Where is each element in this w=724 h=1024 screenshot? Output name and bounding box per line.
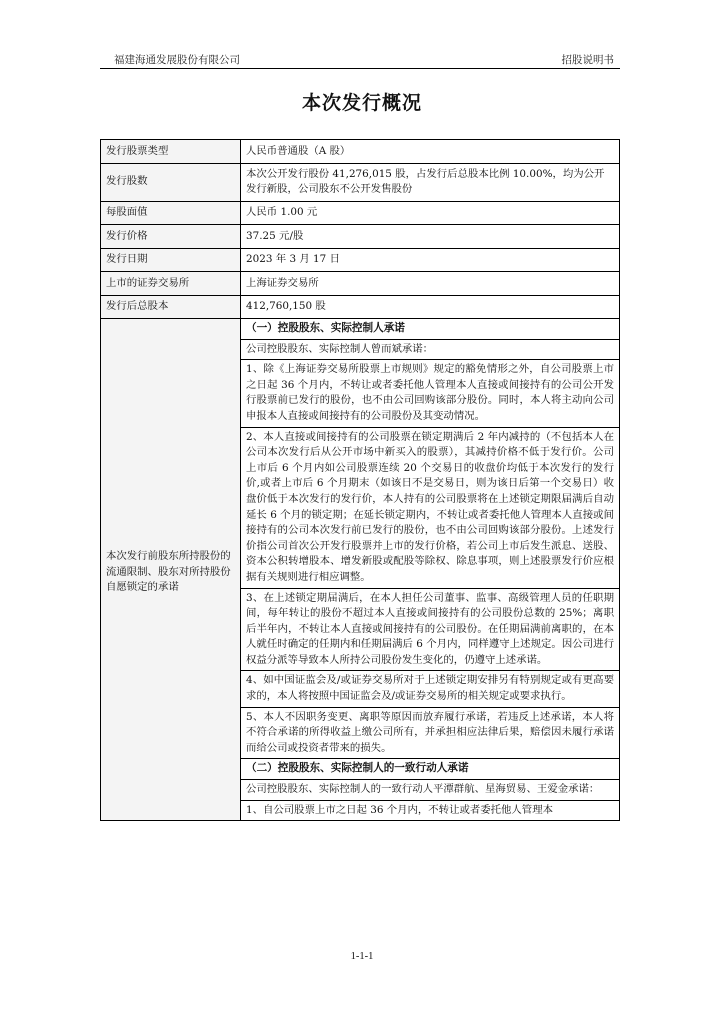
section-heading-concerted-parties: （二）控股股东、实际控制人的一致行动人承诺 xyxy=(241,758,619,779)
row-value-issue-price: 37.25 元/股 xyxy=(241,225,620,249)
commitment-paragraph: 3、在上述锁定期届满后，在本人担任公司董事、监事、高级管理人员的任职期间，每年转让的股份不超过本人直接或间接持有的公司股份总数的 25%；离职后半年内，不转让本人直接或间接持有的公司股份。在任期届满前离职的，在本人就任时确定的任期内和任期届满后 6 个月内，同样遵守上述规定。因公司进行权益分派等导致本人所持公司股份发生变化的，仍遵守上述承诺。 xyxy=(241,588,619,671)
commitment-paragraph: 2、本人直接或间接持有的公司股票在锁定期满后 2 年内减持的（不包括本人在公司本次发行后从公开市场中新买入的股票），其减持价格不低于发行价。公司上市后 6 个月内如公司股票连续 20 个交易日的收盘价均低于本次发行的发行价,或者上市后 6 个月期末（如该日不是交易日，则为该日后第一个交易日）收盘价低于本次发行的发行价，本人持有的公司股票将在上述锁定期限届满后自动延长 6 个月的锁定期；在延长锁定期内，不转让或者委托他人管理本人直接或间接持有的公司本次发行前已发行的股份，也不由公司回购该部分股份。上述发行价指公司首次公开发行股票并上市的发行价格，若公司上市后发生派息、送股、资本公积转增股本、增发新股或配股等除权、除息事项，则上述股票发行价应根据有关规则进行相应调整。 xyxy=(241,427,619,588)
page-number: 1-1-1 xyxy=(350,951,374,962)
row-value-issue-date: 2023 年 3 月 17 日 xyxy=(241,248,620,272)
row-value-stock-type: 人民币普通股（A 股） xyxy=(241,140,620,164)
commitment-paragraph: 公司控股股东、实际控制人的一致行动人平潭群航、星海贸易、王爱金承诺： xyxy=(241,779,619,800)
row-label-par-value: 每股面值 xyxy=(101,201,241,225)
row-label-lockup-commitment: 本次发行前股东所持股份的流通限制、股东对所持股份自愿锁定的承诺 xyxy=(101,319,241,821)
row-value-total-shares: 412,760,150 股 xyxy=(241,295,620,319)
table-row xyxy=(101,163,620,201)
row-value-par-value: 人民币 1.00 元 xyxy=(241,201,620,225)
document-type: 招股说明书 xyxy=(561,54,614,66)
commitment-paragraph: 1、除《上海证券交易所股票上市规则》规定的豁免情形之外，自公司股票上市之日起 36 个月内，不转让或者委托他人管理本人直接或间接持有的公司公开发行股票前已发行的股份，也不由公司回购该部分股份。同时，本人将主动向公司申报本人直接或间接持有的公司股份及其变动情况。 xyxy=(241,359,619,426)
offering-overview-table xyxy=(100,139,620,821)
commitment-paragraph: 公司控股股东、实际控制人曾而斌承诺： xyxy=(241,339,619,360)
table-row xyxy=(101,201,620,225)
section-heading-controlling-shareholder: （一）控股股东、实际控制人承诺 xyxy=(246,322,405,334)
page-header xyxy=(100,52,620,69)
page-title: 本次发行概况 xyxy=(301,92,422,114)
table-row xyxy=(101,272,620,296)
table-row xyxy=(101,295,620,319)
row-label-issue-date: 发行日期 xyxy=(101,248,241,272)
table-row xyxy=(101,225,620,249)
company-name: 福建海通发展股份有限公司 xyxy=(114,54,240,66)
row-value-share-count: 本次公开发行股份 41,276,015 股，占发行后总股本比例 10.00%，均为公开发行新股，公司股东不公开发售股份 xyxy=(241,163,620,201)
table-row xyxy=(101,319,620,821)
row-label-exchange: 上市的证券交易所 xyxy=(101,272,241,296)
commitment-paragraph: 4、如中国证监会及/或证券交易所对于上述锁定期安排另有特别规定或有更高要求的，本人将按照中国证监会及/或证券交易所的相关规定或要求执行。 xyxy=(241,670,619,706)
row-label-total-shares: 发行后总股本 xyxy=(101,295,241,319)
row-value-lockup-commitment xyxy=(241,319,620,821)
table-row xyxy=(101,140,620,164)
row-value-exchange: 上海证券交易所 xyxy=(241,272,620,296)
row-label-issue-price: 发行价格 xyxy=(101,225,241,249)
row-label-share-count: 发行股数 xyxy=(101,163,241,201)
table-row xyxy=(101,248,620,272)
commitment-paragraph: 1、自公司股票上市之日起 36 个月内，不转让或者委托他人管理本 xyxy=(241,800,619,821)
commitment-paragraph: 5、本人不因职务变更、离职等原因而放弃履行承诺，若违反上述承诺，本人将不符合承诺的所得收益上缴公司所有，并承担相应法律后果，赔偿因未履行承诺而给公司或投资者带来的损失。 xyxy=(241,707,619,759)
row-label-stock-type: 发行股票类型 xyxy=(101,140,241,164)
